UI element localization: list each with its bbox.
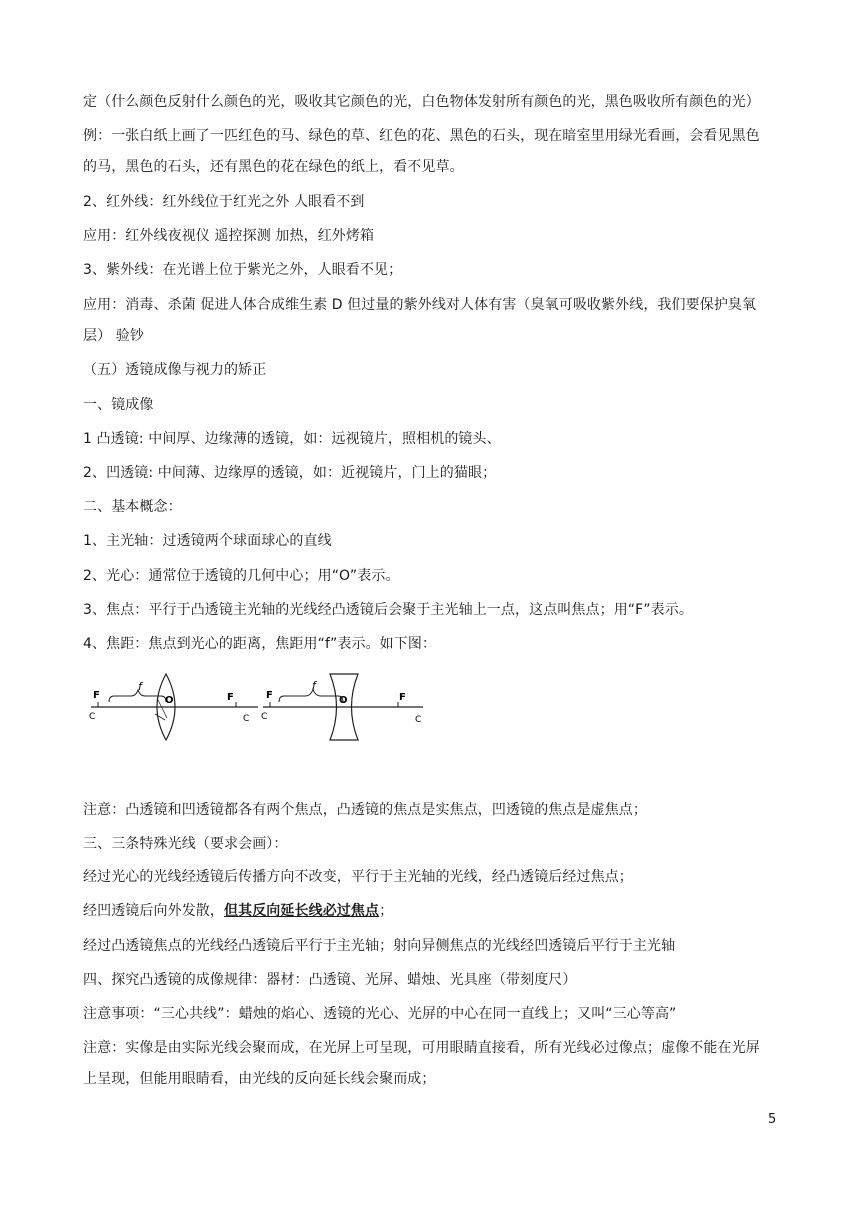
lens-diagram [83,668,443,752]
focal-length-brace [279,689,343,702]
focus-label: F [266,690,273,701]
focal-length-label: f [138,680,142,693]
text-line: 1、主光轴：过透镜两个球面球心的直线 [83,533,332,549]
text-line: 定（什么颜色反射什么颜色的光，吸收其它颜色的光，白色物体发射所有颜色的光，黑色吸收所有颜色的光） [83,94,760,110]
text-line: 应用：红外线夜视仪 遥控探测 加热，红外烤箱 [83,228,375,244]
convex-lens-diagram [89,674,258,740]
text-line: 4、焦距：焦点到光心的距离，焦距用“f”表示。如下图： [83,636,437,652]
text-line [83,901,800,921]
emphasized-text: 但其反向延长线必过焦点 [224,903,380,919]
center-label: C [415,715,422,725]
section-heading: （五）透镜成像与视力的矫正 [83,362,267,378]
text-line: 例：一张白纸上画了一匹红色的马、绿色的草、红色的花、黑色的石头，现在暗室里用绿光看画，会看见黑色 [83,128,760,144]
focal-length-label: f [312,679,316,692]
page-number: 5 [768,1112,777,1127]
text-line: 经过光心的光线经透镜后传播方向不改变，平行于主光轴的光线，经凸透镜后经过焦点； [83,869,633,885]
section-heading: 一、镜成像 [83,397,154,413]
text-line: 2、光心：通常位于透镜的几何中心；用“O”表示。 [83,568,400,584]
section-heading: 四、探究凸透镜的成像规律：器材：凸透镜、光屏、蜡烛、光具座（带刻度尺） [83,972,577,988]
focus-label: F [399,692,406,703]
concave-lens-diagram [261,674,423,740]
text-segment: ； [379,903,394,919]
focus-label: F [227,692,234,703]
note-line: 注意：凸透镜和凹透镜都各有两个焦点，凸透镜的焦点是实焦点，凹透镜的焦点是虚焦点； [83,802,647,818]
note-line: 注意：实像是由实际光线会聚而成，在光屏上可呈现，可用眼睛直接看，所有光线必过像点；虚像不能在光屏 [83,1040,760,1056]
note-line: 注意事项：“三心共线”：蜡烛的焰心、透镜的光心、光屏的中心在同一直线上；又叫“三心等高” [83,1006,677,1022]
optical-center-label: O [165,695,174,706]
text-line: 应用：消毒、杀菌 促进人体合成维生素 D 但过量的紫外线对人体有害（臭氧可吸收紫外线，我们要保护臭氧 [83,297,757,313]
center-label: C [243,714,250,724]
text-line: 1 凸透镜: 中间厚、边缘薄的透镜，如：远视镜片，照相机的镜头、 [83,431,501,447]
text-line: 的马，黑色的石头，还有黑色的花在绿色的纸上，看不见草。 [83,159,464,175]
ray-mark [155,714,165,720]
text-line: 2、红外线：红外线位于红光之外 人眼看不到 [83,194,365,210]
text-line: 层） 验钞 [83,328,144,344]
section-heading: 二、基本概念： [83,499,182,515]
text-segment: 经凹透镜后向外发散， [83,903,224,919]
center-label: C [261,712,268,722]
text-line: 3、焦点：平行于凸透镜主光轴的光线经凸透镜后会聚于主光轴上一点，这点叫焦点；用“F”表示。 [83,602,693,618]
section-heading: 三、三条特殊光线（要求会画）： [83,836,288,852]
center-label: C [89,712,96,722]
focus-label: F [93,690,100,701]
text-line: 2、凹透镜: 中间薄、边缘厚的透镜，如：近视镜片，门上的猫眼； [83,465,497,481]
optical-center-label: O [339,695,348,706]
text-line: 经过凸透镜焦点的光线经凸透镜后平行于主光轴；射向异侧焦点的光线经凹透镜后平行于主光轴 [83,938,676,954]
note-line: 上呈现，但能用眼睛看，由光线的反向延长线会聚而成； [83,1071,436,1087]
text-line: 3、紫外线：在光谱上位于紫光之外，人眼看不见； [83,262,403,278]
